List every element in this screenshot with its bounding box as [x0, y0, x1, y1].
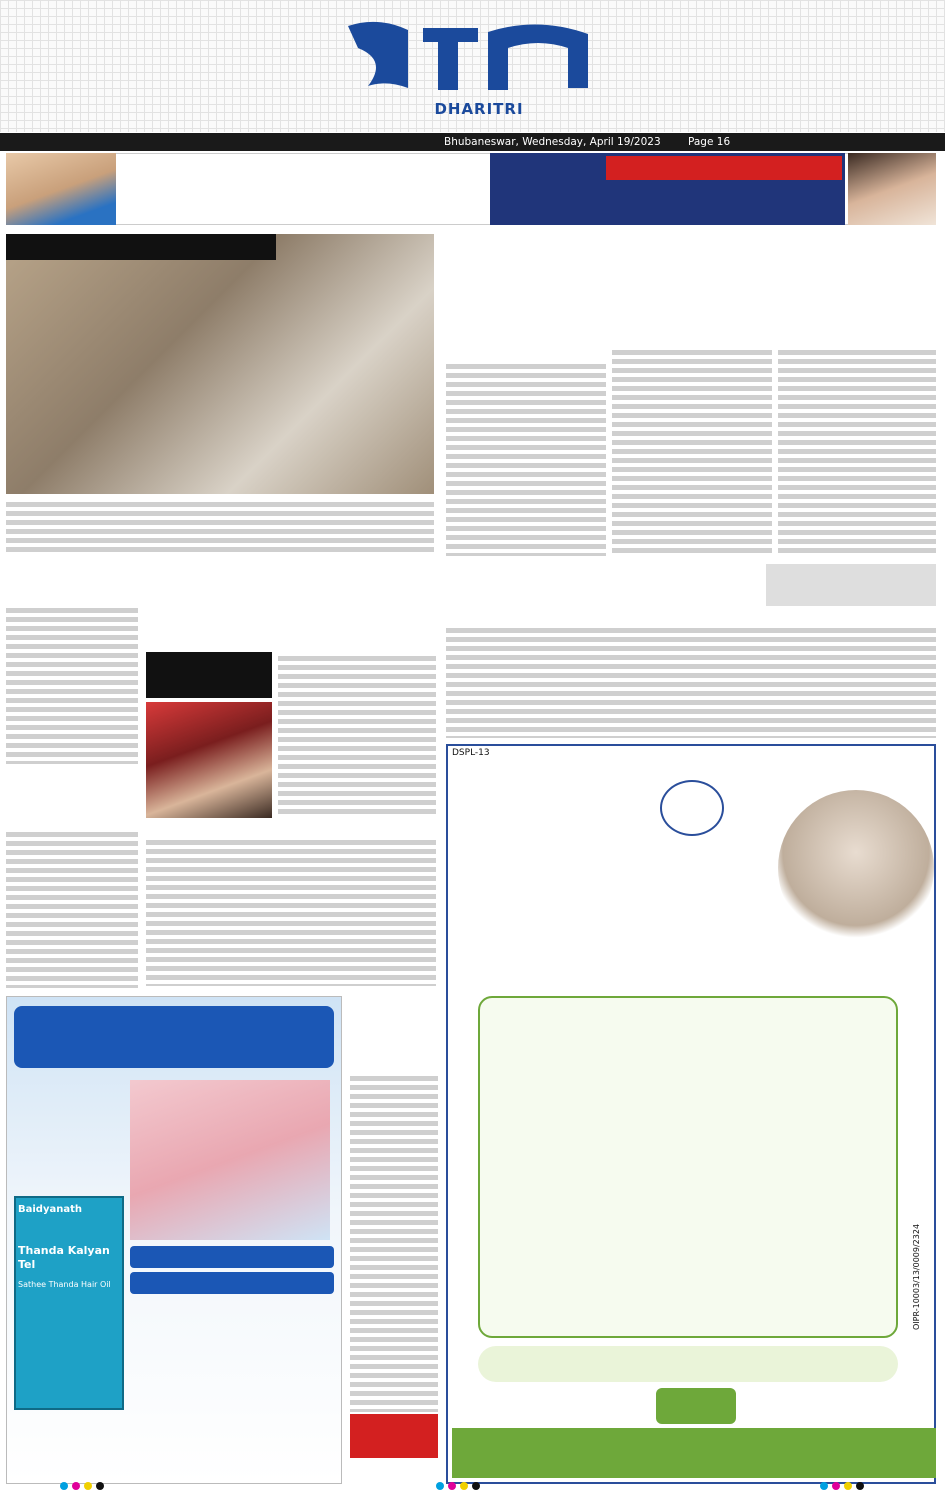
- teaser-right-text: [566, 184, 844, 222]
- couple-photo: [146, 702, 272, 818]
- ad-bullet-1: [496, 1002, 892, 1048]
- meeting-photo: [6, 234, 434, 494]
- ad-bullet-3: [496, 1116, 892, 1162]
- masthead-latin-name: DHARITRI: [434, 100, 524, 118]
- lead-body-col3: [778, 346, 936, 556]
- ad-side-code: OIPR-10003/13/0009/2324: [912, 1223, 921, 1330]
- teaser-right-page-number: [490, 160, 560, 220]
- lead-dateline: [446, 346, 606, 358]
- odisha-emblem-icon: [660, 780, 724, 836]
- teaser-left-photo: [6, 153, 116, 225]
- ad-bullet-2: [496, 1062, 892, 1108]
- teaser-left-headline: [124, 158, 444, 178]
- oil-benefit-1: [130, 1246, 334, 1268]
- school-story-dateline: [6, 590, 138, 602]
- chief-minister-photo: [778, 790, 934, 946]
- staff-story-headline: [350, 996, 438, 1070]
- temple-story-headline: [446, 564, 762, 606]
- lead-body-col2: [612, 346, 772, 556]
- case-story-dateline: [146, 822, 286, 834]
- date-odia: [40, 134, 420, 150]
- registration-marks-right: [820, 1482, 864, 1490]
- ad-code: DSPL-13: [452, 748, 490, 758]
- temple-story-dateline: [446, 610, 606, 622]
- case-story-body-top: [278, 652, 436, 818]
- ad-title: [520, 860, 820, 888]
- ad-bullet-6: [496, 1276, 892, 1322]
- ad-subtitle: [520, 894, 820, 918]
- staff-story-body: [350, 1072, 438, 1412]
- staff-story-byline: [350, 1462, 438, 1482]
- masthead-logo: [338, 8, 606, 104]
- teaser-left-page-number: [414, 158, 486, 218]
- case-story-headline: [146, 564, 436, 646]
- ad-bullet-5: [496, 1204, 892, 1268]
- ad-header: [620, 838, 764, 854]
- teaser-right-headline: [606, 156, 842, 180]
- oil-brand-label: Baidyanath: [18, 1204, 82, 1215]
- photo-caption: [6, 498, 434, 554]
- teaser-right-photo: [848, 153, 936, 225]
- ad-footer: [478, 1346, 898, 1382]
- ojee-story-headline: [6, 770, 138, 824]
- teaser-left-text: [124, 180, 444, 222]
- model-photo: [130, 1080, 330, 1240]
- temple-story-body: [446, 624, 936, 738]
- temple-story-box-label: [766, 564, 936, 606]
- page-number-odia: [748, 134, 808, 150]
- oil-brand-name: [130, 1306, 334, 1342]
- lead-body-col1: [446, 360, 606, 556]
- photo-story-label: [6, 234, 276, 260]
- oil-product-sublabel: Sathee Thanda Hair Oil: [18, 1280, 111, 1289]
- registration-marks-center: [436, 1482, 480, 1490]
- ojee-story-body: [6, 828, 138, 988]
- page-number: Page 16: [688, 136, 731, 148]
- ad-bullet-4: [496, 1170, 892, 1198]
- school-story-body: [6, 604, 138, 764]
- hair-oil-ad-headline: [14, 1006, 334, 1068]
- lead-headline: [446, 234, 936, 298]
- registration-marks-left: [60, 1482, 104, 1490]
- oil-benefit-2: [130, 1272, 334, 1294]
- case-story-box-label: [146, 652, 272, 698]
- staff-story-box: [350, 1414, 438, 1458]
- healthy-odisha-badge: [656, 1388, 736, 1424]
- school-story-headline: [6, 564, 138, 588]
- lead-subhead: [580, 302, 936, 342]
- oil-product-name: [130, 1350, 334, 1432]
- ad-department: [452, 1428, 936, 1478]
- dharitri-logo-icon: [338, 8, 606, 104]
- date-english: Bhubaneswar, Wednesday, April 19/2023: [444, 136, 661, 148]
- case-story-body-lower: [146, 836, 436, 986]
- oil-product-label: Thanda Kalyan Tel: [18, 1244, 110, 1271]
